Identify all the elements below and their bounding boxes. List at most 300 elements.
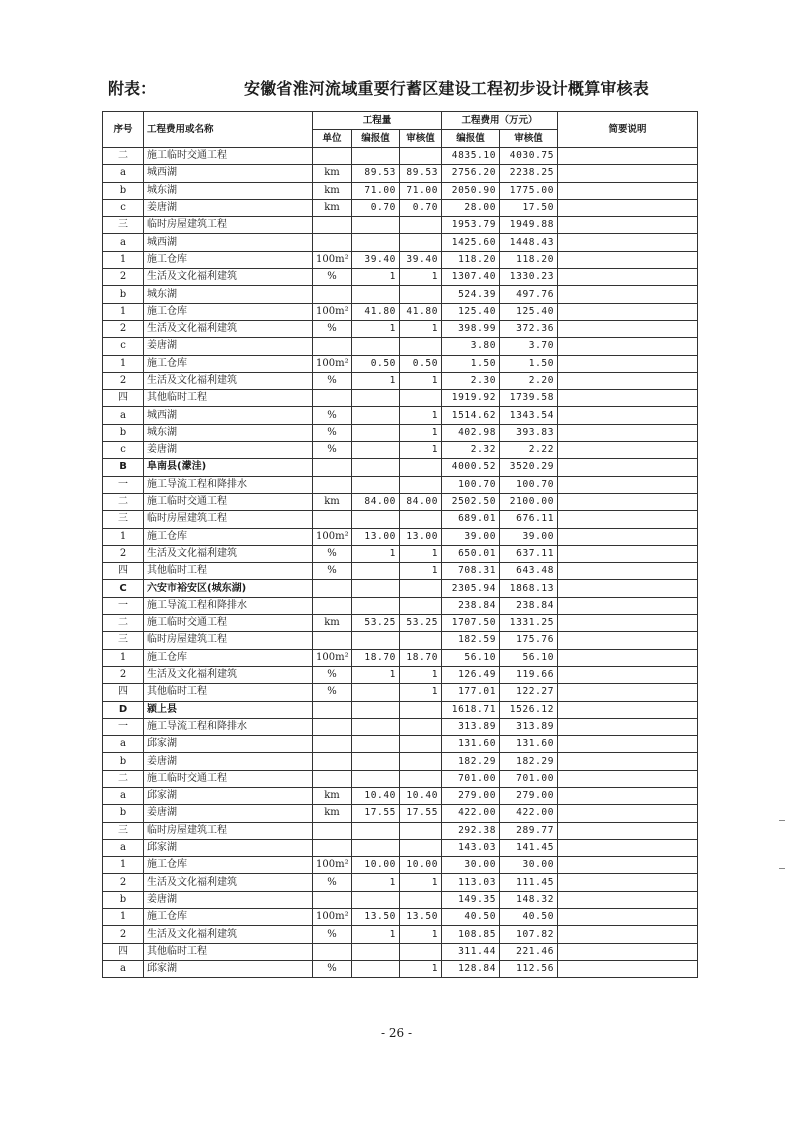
cell-notes xyxy=(558,199,698,216)
cell-cost-reviewed: 30.00 xyxy=(500,857,558,874)
table-row xyxy=(103,407,698,424)
cell-name: 城西湖 xyxy=(144,165,313,182)
cell-seq: c xyxy=(103,338,144,355)
cell-seq: b xyxy=(103,891,144,908)
cell-notes xyxy=(558,286,698,303)
cell-notes xyxy=(558,511,698,528)
cell-cost-compiled: 1953.79 xyxy=(442,217,500,234)
cell-name: 施工仓库 xyxy=(144,857,313,874)
cell-notes xyxy=(558,770,698,787)
cell-quantity-reviewed: 1 xyxy=(400,372,442,389)
cell-seq: 二 xyxy=(103,615,144,632)
cell-cost-compiled: 2502.50 xyxy=(442,493,500,510)
page-number: - 26 - xyxy=(380,1026,412,1040)
cell-unit xyxy=(313,753,352,770)
cell-cost-reviewed: 676.11 xyxy=(500,511,558,528)
table-row xyxy=(103,909,698,926)
cell-quantity-reviewed xyxy=(400,217,442,234)
cell-name: 施工临时交通工程 xyxy=(144,148,313,165)
cell-quantity-reviewed: 1 xyxy=(400,666,442,683)
cell-notes xyxy=(558,182,698,199)
cell-notes xyxy=(558,269,698,286)
cell-quantity-reviewed xyxy=(400,753,442,770)
table-row xyxy=(103,217,698,234)
cell-seq: 二 xyxy=(103,770,144,787)
cell-cost-compiled: 113.03 xyxy=(442,874,500,891)
cell-cost-compiled: 131.60 xyxy=(442,736,500,753)
cell-quantity-compiled: 18.70 xyxy=(352,649,400,666)
cell-cost-compiled: 238.84 xyxy=(442,597,500,614)
cell-unit: 100m² xyxy=(313,355,352,372)
cell-cost-reviewed: 4030.75 xyxy=(500,148,558,165)
cell-unit: % xyxy=(313,684,352,701)
cell-unit xyxy=(313,891,352,908)
cell-cost-compiled: 108.85 xyxy=(442,926,500,943)
header-notes: 简要说明 xyxy=(558,112,698,148)
cell-notes xyxy=(558,857,698,874)
cell-quantity-compiled xyxy=(352,234,400,251)
cell-name: 施工仓库 xyxy=(144,303,313,320)
table-row xyxy=(103,770,698,787)
annex-label: 附表： xyxy=(108,79,157,98)
table-row xyxy=(103,148,698,165)
cell-name: 施工仓库 xyxy=(144,251,313,268)
cell-unit: % xyxy=(313,960,352,977)
cell-cost-compiled: 182.59 xyxy=(442,632,500,649)
cell-name: 生活及文化福利建筑 xyxy=(144,874,313,891)
cell-seq: b xyxy=(103,182,144,199)
cell-seq: a xyxy=(103,736,144,753)
cell-seq: a xyxy=(103,165,144,182)
cell-cost-compiled: 2050.90 xyxy=(442,182,500,199)
cell-name: 施工导流工程和降排水 xyxy=(144,597,313,614)
cell-seq: a xyxy=(103,234,144,251)
cell-unit: % xyxy=(313,424,352,441)
cell-unit: % xyxy=(313,320,352,337)
cell-quantity-compiled xyxy=(352,580,400,597)
cell-name: 六安市裕安区(城东湖) xyxy=(144,580,313,597)
cell-cost-reviewed: 2238.25 xyxy=(500,165,558,182)
cell-quantity-compiled: 1 xyxy=(352,372,400,389)
cell-cost-compiled: 126.49 xyxy=(442,666,500,683)
cell-notes xyxy=(558,718,698,735)
cell-notes xyxy=(558,891,698,908)
table-row xyxy=(103,251,698,268)
cell-unit: km xyxy=(313,805,352,822)
cell-seq: 三 xyxy=(103,822,144,839)
cell-quantity-compiled: 0.50 xyxy=(352,355,400,372)
cell-quantity-reviewed: 1 xyxy=(400,684,442,701)
cell-seq: a xyxy=(103,787,144,804)
page-header xyxy=(108,76,698,98)
cell-name: 施工临时交通工程 xyxy=(144,493,313,510)
cell-seq: c xyxy=(103,442,144,459)
cell-cost-compiled: 1618.71 xyxy=(442,701,500,718)
cell-cost-reviewed: 125.40 xyxy=(500,303,558,320)
cell-name: 姜唐湖 xyxy=(144,753,313,770)
cell-quantity-compiled xyxy=(352,753,400,770)
cell-notes xyxy=(558,390,698,407)
cell-quantity-compiled xyxy=(352,217,400,234)
cell-quantity-reviewed: 41.80 xyxy=(400,303,442,320)
cell-quantity-reviewed xyxy=(400,770,442,787)
header-quantity-group: 工程量 xyxy=(313,112,442,130)
cell-cost-reviewed: 637.11 xyxy=(500,545,558,562)
header-cost-group: 工程费用（万元） xyxy=(442,112,558,130)
cell-quantity-reviewed xyxy=(400,390,442,407)
cell-cost-reviewed: 313.89 xyxy=(500,718,558,735)
cell-name: 施工导流工程和降排水 xyxy=(144,476,313,493)
table-row xyxy=(103,580,698,597)
cell-seq: b xyxy=(103,805,144,822)
cell-quantity-compiled: 13.00 xyxy=(352,528,400,545)
cell-cost-compiled: 701.00 xyxy=(442,770,500,787)
cell-cost-compiled: 313.89 xyxy=(442,718,500,735)
cell-cost-reviewed: 2100.00 xyxy=(500,493,558,510)
cell-quantity-reviewed: 1 xyxy=(400,545,442,562)
cell-quantity-compiled: 84.00 xyxy=(352,493,400,510)
cell-name: 施工临时交通工程 xyxy=(144,615,313,632)
cell-quantity-compiled xyxy=(352,563,400,580)
cell-cost-reviewed: 1448.43 xyxy=(500,234,558,251)
header-cost-compiled: 编报值 xyxy=(442,130,500,148)
cell-cost-compiled: 56.10 xyxy=(442,649,500,666)
cell-notes xyxy=(558,493,698,510)
cell-quantity-compiled: 1 xyxy=(352,269,400,286)
cell-seq: 一 xyxy=(103,476,144,493)
cell-name: 邱家湖 xyxy=(144,787,313,804)
cell-seq: 一 xyxy=(103,718,144,735)
cell-seq: 1 xyxy=(103,251,144,268)
cell-name: 生活及文化福利建筑 xyxy=(144,372,313,389)
table-row xyxy=(103,286,698,303)
cell-cost-reviewed: 1739.58 xyxy=(500,390,558,407)
cell-name: 城西湖 xyxy=(144,407,313,424)
cell-name: 邱家湖 xyxy=(144,960,313,977)
cell-cost-compiled: 182.29 xyxy=(442,753,500,770)
cell-cost-reviewed: 279.00 xyxy=(500,787,558,804)
cell-cost-reviewed: 1330.23 xyxy=(500,269,558,286)
cell-seq: c xyxy=(103,199,144,216)
cell-quantity-compiled xyxy=(352,839,400,856)
cell-cost-reviewed: 122.27 xyxy=(500,684,558,701)
table-row xyxy=(103,736,698,753)
cell-cost-compiled: 100.70 xyxy=(442,476,500,493)
cell-seq: 三 xyxy=(103,217,144,234)
cell-quantity-compiled xyxy=(352,286,400,303)
cell-notes xyxy=(558,632,698,649)
table-row xyxy=(103,753,698,770)
table-row xyxy=(103,390,698,407)
cell-quantity-compiled: 17.55 xyxy=(352,805,400,822)
cell-notes xyxy=(558,407,698,424)
cell-quantity-compiled: 89.53 xyxy=(352,165,400,182)
header-seq: 序号 xyxy=(103,112,144,148)
cell-cost-compiled: 4000.52 xyxy=(442,459,500,476)
table-header-row xyxy=(103,112,698,130)
cell-unit xyxy=(313,390,352,407)
table-body xyxy=(103,148,698,978)
table-row xyxy=(103,459,698,476)
cell-name: 生活及文化福利建筑 xyxy=(144,926,313,943)
cell-notes xyxy=(558,926,698,943)
cell-cost-compiled: 311.44 xyxy=(442,943,500,960)
cell-cost-compiled: 39.00 xyxy=(442,528,500,545)
cell-quantity-reviewed xyxy=(400,148,442,165)
cell-quantity-reviewed xyxy=(400,632,442,649)
cell-quantity-reviewed xyxy=(400,822,442,839)
cell-unit: % xyxy=(313,666,352,683)
cell-seq: 四 xyxy=(103,684,144,701)
cell-quantity-compiled: 1 xyxy=(352,666,400,683)
table-row xyxy=(103,632,698,649)
cell-unit: km xyxy=(313,615,352,632)
cell-cost-compiled: 30.00 xyxy=(442,857,500,874)
cell-cost-reviewed: 701.00 xyxy=(500,770,558,787)
cell-name: 生活及文化福利建筑 xyxy=(144,666,313,683)
cell-cost-reviewed: 372.36 xyxy=(500,320,558,337)
table-row xyxy=(103,857,698,874)
cell-name: 施工导流工程和降排水 xyxy=(144,718,313,735)
cell-unit xyxy=(313,770,352,787)
cell-cost-reviewed: 221.46 xyxy=(500,943,558,960)
cell-unit xyxy=(313,286,352,303)
cell-cost-compiled: 1514.62 xyxy=(442,407,500,424)
cell-quantity-compiled xyxy=(352,407,400,424)
cell-notes xyxy=(558,251,698,268)
cell-name: 姜唐湖 xyxy=(144,805,313,822)
cell-notes xyxy=(558,787,698,804)
cell-quantity-compiled: 1 xyxy=(352,545,400,562)
cell-cost-compiled: 1919.92 xyxy=(442,390,500,407)
cell-cost-reviewed: 17.50 xyxy=(500,199,558,216)
cell-quantity-reviewed: 17.55 xyxy=(400,805,442,822)
cell-quantity-reviewed: 0.70 xyxy=(400,199,442,216)
cell-seq: 2 xyxy=(103,320,144,337)
cell-quantity-reviewed xyxy=(400,718,442,735)
cell-name: 其他临时工程 xyxy=(144,390,313,407)
cell-notes xyxy=(558,874,698,891)
cell-quantity-reviewed: 1 xyxy=(400,926,442,943)
cell-cost-compiled: 279.00 xyxy=(442,787,500,804)
cell-cost-reviewed: 111.45 xyxy=(500,874,558,891)
cell-unit: 100m² xyxy=(313,909,352,926)
cell-cost-reviewed: 1.50 xyxy=(500,355,558,372)
table-row xyxy=(103,528,698,545)
cell-quantity-reviewed xyxy=(400,597,442,614)
table-row xyxy=(103,805,698,822)
table-row xyxy=(103,199,698,216)
cell-cost-reviewed: 1331.25 xyxy=(500,615,558,632)
table-row xyxy=(103,839,698,856)
cell-seq: 1 xyxy=(103,909,144,926)
cell-name: 其他临时工程 xyxy=(144,563,313,580)
cell-quantity-reviewed: 84.00 xyxy=(400,493,442,510)
cell-cost-compiled: 2305.94 xyxy=(442,580,500,597)
cell-unit xyxy=(313,511,352,528)
cell-seq: 1 xyxy=(103,528,144,545)
cell-notes xyxy=(558,442,698,459)
cell-notes xyxy=(558,701,698,718)
cell-name: 姜唐湖 xyxy=(144,891,313,908)
cell-quantity-reviewed: 39.40 xyxy=(400,251,442,268)
cell-seq: 2 xyxy=(103,372,144,389)
table-row xyxy=(103,424,698,441)
cell-unit: 100m² xyxy=(313,649,352,666)
cell-cost-reviewed: 119.66 xyxy=(500,666,558,683)
cell-quantity-reviewed xyxy=(400,286,442,303)
cell-cost-reviewed: 112.56 xyxy=(500,960,558,977)
cell-quantity-reviewed xyxy=(400,736,442,753)
cell-seq: C xyxy=(103,580,144,597)
cell-notes xyxy=(558,165,698,182)
cell-quantity-compiled xyxy=(352,770,400,787)
cell-notes xyxy=(558,217,698,234)
cell-unit: km xyxy=(313,165,352,182)
cell-seq: 三 xyxy=(103,632,144,649)
cell-unit: % xyxy=(313,269,352,286)
cell-quantity-reviewed: 10.00 xyxy=(400,857,442,874)
cell-cost-compiled: 689.01 xyxy=(442,511,500,528)
cell-cost-compiled: 1.50 xyxy=(442,355,500,372)
cell-quantity-compiled xyxy=(352,476,400,493)
cell-name: 邱家湖 xyxy=(144,839,313,856)
cell-notes xyxy=(558,476,698,493)
cell-quantity-reviewed: 1 xyxy=(400,424,442,441)
cell-seq: a xyxy=(103,960,144,977)
cell-unit: % xyxy=(313,563,352,580)
cell-cost-compiled: 128.84 xyxy=(442,960,500,977)
table-row xyxy=(103,269,698,286)
cell-quantity-reviewed xyxy=(400,701,442,718)
cell-quantity-reviewed: 1 xyxy=(400,269,442,286)
cell-notes xyxy=(558,943,698,960)
cell-unit: % xyxy=(313,407,352,424)
cell-notes xyxy=(558,320,698,337)
cell-cost-compiled: 3.80 xyxy=(442,338,500,355)
cell-cost-compiled: 125.40 xyxy=(442,303,500,320)
cell-seq: 四 xyxy=(103,390,144,407)
cell-notes xyxy=(558,303,698,320)
cell-quantity-compiled xyxy=(352,424,400,441)
cell-cost-compiled: 177.01 xyxy=(442,684,500,701)
cell-name: 其他临时工程 xyxy=(144,684,313,701)
cost-review-table xyxy=(102,111,698,978)
cell-cost-reviewed: 148.32 xyxy=(500,891,558,908)
cell-cost-reviewed: 1775.00 xyxy=(500,182,558,199)
cell-name: 颍上县 xyxy=(144,701,313,718)
cell-notes xyxy=(558,580,698,597)
cell-quantity-compiled: 13.50 xyxy=(352,909,400,926)
cell-quantity-compiled: 71.00 xyxy=(352,182,400,199)
cell-unit: km xyxy=(313,182,352,199)
table-row xyxy=(103,960,698,977)
cell-name: 生活及文化福利建筑 xyxy=(144,320,313,337)
cell-cost-compiled: 4835.10 xyxy=(442,148,500,165)
cell-notes xyxy=(558,753,698,770)
cell-quantity-compiled: 0.70 xyxy=(352,199,400,216)
cell-notes xyxy=(558,666,698,683)
cell-cost-reviewed: 3520.29 xyxy=(500,459,558,476)
cell-name: 城东湖 xyxy=(144,182,313,199)
cell-notes xyxy=(558,684,698,701)
cell-seq: B xyxy=(103,459,144,476)
table-row xyxy=(103,182,698,199)
cell-quantity-reviewed xyxy=(400,580,442,597)
cell-name: 临时房屋建筑工程 xyxy=(144,632,313,649)
cell-quantity-compiled: 39.40 xyxy=(352,251,400,268)
cell-quantity-compiled: 1 xyxy=(352,926,400,943)
cell-unit: % xyxy=(313,372,352,389)
cell-name: 施工临时交通工程 xyxy=(144,770,313,787)
cell-cost-reviewed: 289.77 xyxy=(500,822,558,839)
table-row xyxy=(103,493,698,510)
table-row xyxy=(103,787,698,804)
cell-name: 阜南县(濛洼) xyxy=(144,459,313,476)
cell-quantity-reviewed: 18.70 xyxy=(400,649,442,666)
cell-name: 施工仓库 xyxy=(144,528,313,545)
cell-cost-compiled: 2.32 xyxy=(442,442,500,459)
cell-seq: 四 xyxy=(103,943,144,960)
header-name: 工程费用或名称 xyxy=(144,112,313,148)
cell-notes xyxy=(558,960,698,977)
table-row xyxy=(103,822,698,839)
cell-quantity-compiled: 10.00 xyxy=(352,857,400,874)
cell-seq: 1 xyxy=(103,649,144,666)
cell-unit xyxy=(313,148,352,165)
cell-seq: a xyxy=(103,839,144,856)
cell-notes xyxy=(558,736,698,753)
cell-quantity-reviewed: 1 xyxy=(400,960,442,977)
cell-cost-compiled: 40.50 xyxy=(442,909,500,926)
table-row xyxy=(103,442,698,459)
cell-quantity-compiled: 41.80 xyxy=(352,303,400,320)
cell-seq: 1 xyxy=(103,355,144,372)
cell-cost-compiled: 524.39 xyxy=(442,286,500,303)
cell-name: 临时房屋建筑工程 xyxy=(144,822,313,839)
cell-notes xyxy=(558,338,698,355)
cell-unit xyxy=(313,459,352,476)
cell-notes xyxy=(558,459,698,476)
table-row xyxy=(103,234,698,251)
cell-seq: b xyxy=(103,286,144,303)
cell-cost-compiled: 118.20 xyxy=(442,251,500,268)
cell-cost-reviewed: 393.83 xyxy=(500,424,558,441)
cell-cost-compiled: 28.00 xyxy=(442,199,500,216)
cell-name: 生活及文化福利建筑 xyxy=(144,545,313,562)
cell-quantity-compiled xyxy=(352,632,400,649)
cell-cost-reviewed: 40.50 xyxy=(500,909,558,926)
cell-cost-reviewed: 1526.12 xyxy=(500,701,558,718)
cell-quantity-reviewed xyxy=(400,459,442,476)
cell-cost-compiled: 402.98 xyxy=(442,424,500,441)
cell-unit: % xyxy=(313,545,352,562)
cell-quantity-compiled xyxy=(352,148,400,165)
table-row xyxy=(103,355,698,372)
cell-notes xyxy=(558,909,698,926)
cell-name: 邱家湖 xyxy=(144,736,313,753)
table-row xyxy=(103,338,698,355)
cell-unit xyxy=(313,580,352,597)
cell-cost-compiled: 398.99 xyxy=(442,320,500,337)
cell-unit xyxy=(313,338,352,355)
cell-unit: % xyxy=(313,874,352,891)
table-row xyxy=(103,891,698,908)
cell-quantity-reviewed: 10.40 xyxy=(400,787,442,804)
cell-seq: 2 xyxy=(103,269,144,286)
table-row xyxy=(103,511,698,528)
cell-name: 城东湖 xyxy=(144,424,313,441)
